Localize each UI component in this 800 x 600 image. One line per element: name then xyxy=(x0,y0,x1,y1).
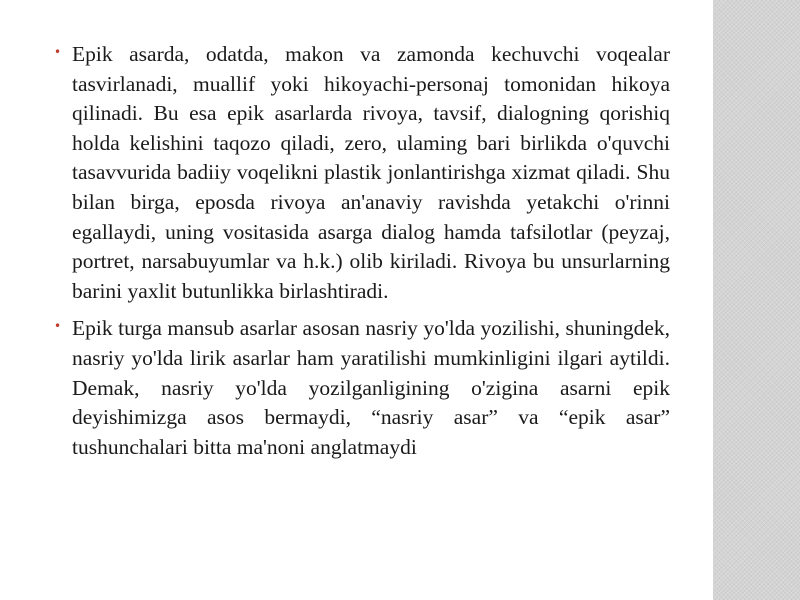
bullet-text-1: Epik asarda, odatda, makon va zamonda kechuvchi voqealar tasvirlanadi, muallif yoki hikoyachi-personaj tomonidan hikoya qilinadi. Bu esa epik asarlarda rivoya, tavsif, dialogning qorishiq holda kelishini taqozo qiladi, zero, ulaming bari birlikda o'quvchi tasavvurida badiiy voqelikni plastik jonlantirishga xizmat qiladi. Shu bilan birga, eposda rivoya an'anaviy ravishda yetakchi o'rinni egallaydi, uning vositasida asarga dialog hamda tafsilotlar (peyzaj, portret, narsabuyumlar va h.k.) olib kiriladi. Rivoya bu unsurlarning barini yaxlit butunlikka birlashtiradi. xyxy=(72,42,670,303)
bullet-list xyxy=(54,40,670,470)
bullet-dot-icon: • xyxy=(54,45,62,59)
bullet-text-2: Epik turga mansub asarlar asosan nasriy yo'lda yozilishi, shuningdek, nasriy yo'lda lirik asarlar ham yaratilishi mumkinligini ilgari aytildi. Demak, nasriy yo'lda yozilganligining o'zigina asarni epik deyishimizga asos bermaydi, “nasriy asar” va “epik asar” tushunchalari bitta ma'noni anglatmaydi xyxy=(72,316,670,459)
bullet-item-2 xyxy=(54,314,670,462)
bullet-item-1 xyxy=(54,40,670,306)
bullet-dot-icon: • xyxy=(54,319,62,334)
decorative-side-stripe xyxy=(713,0,800,600)
